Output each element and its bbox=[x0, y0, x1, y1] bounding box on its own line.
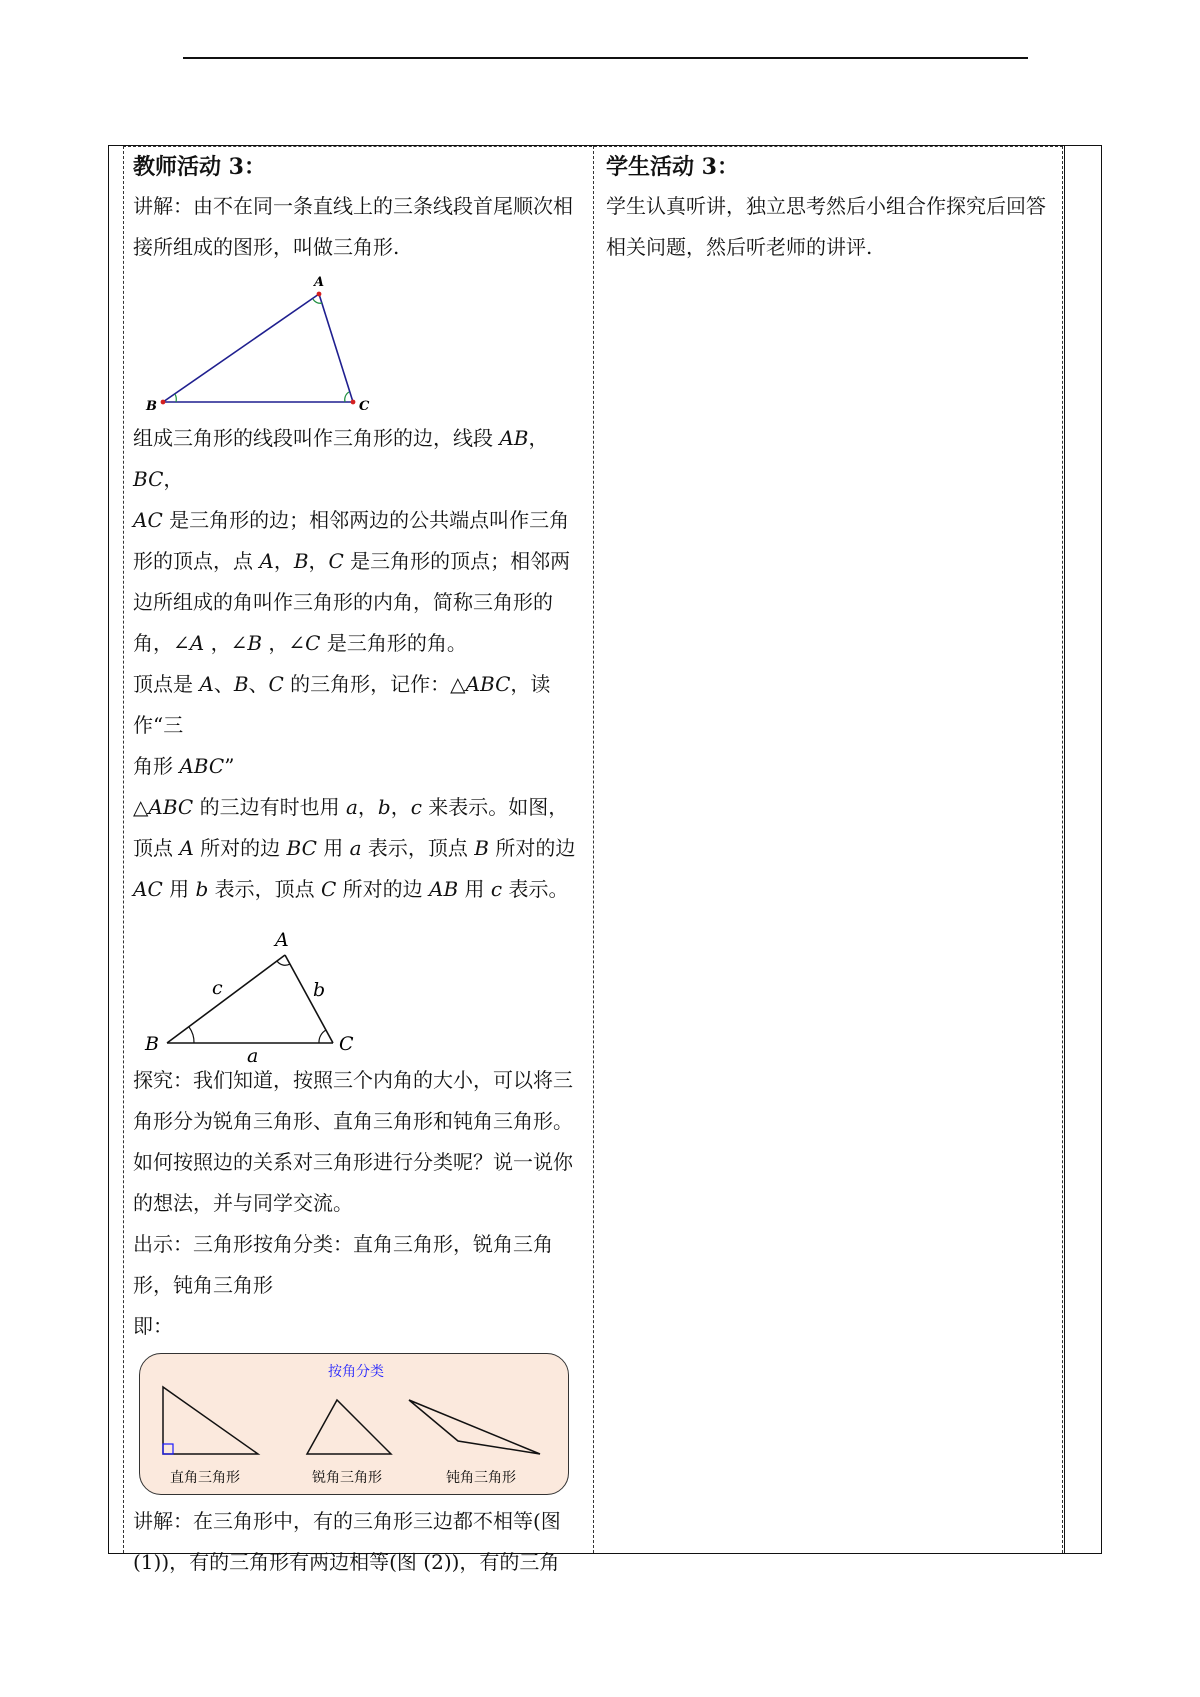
triangle-figure-1 bbox=[133, 270, 370, 418]
notation-paragraph: 顶点是 A、B、C 的三角形，记作：△ABC，读作“三 角形 ABC” bbox=[133, 672, 551, 778]
teacher-definition: 讲解：由不在同一条直线上的三条线段首尾顺次相接所组成的图形，叫做三角形. bbox=[133, 194, 573, 259]
vertex-label-a: A bbox=[275, 929, 289, 951]
column-divider bbox=[1064, 146, 1065, 1553]
classification-figure bbox=[140, 1354, 570, 1496]
student-column bbox=[606, 146, 1056, 268]
side-label-c: c bbox=[212, 977, 223, 999]
column-divider bbox=[1062, 146, 1063, 1553]
explore-paragraph: 探究：我们知道，按照三个内角的大小，可以将三角形分为锐角三角形、直角三角形和钝角三角形。如何按照边的关系对三角形进行分类呢？说一说你的想法，并与同学交流。 bbox=[133, 1068, 573, 1215]
sides-paragraph: 组成三角形的线段叫作三角形的边，线段 AB，BC， AC 是三角形的边；相邻两边的公共端点叫作三角 形的顶点，点 A，B，C 是三角形的顶点；相邻两 边所组成的角叫作三角形的内角，简称三角形的 角，∠A ，∠B ，∠C 是三角形的角。 bbox=[133, 426, 571, 655]
obtuse-triangle-label: 钝角三角形 bbox=[446, 1470, 516, 1486]
side-classification-paragraph: 讲解：在三角形中，有的三角形三边都不相等(图(1))，有的三角形有两边相等(图 (2))，有的三角 bbox=[133, 1509, 561, 1574]
that-is-label: 即： bbox=[133, 1314, 173, 1338]
angle-classification-box bbox=[139, 1353, 569, 1495]
acute-triangle-label: 锐角三角形 bbox=[312, 1470, 382, 1486]
side-label-b: b bbox=[313, 979, 326, 1001]
teacher-column bbox=[133, 146, 588, 1583]
teacher-heading: 教师活动 3： bbox=[133, 154, 266, 180]
student-activity-text: 学生认真听讲，独立思考然后小组合作探究后回答相关问题，然后听老师的讲评. bbox=[606, 194, 1046, 259]
lesson-table bbox=[108, 145, 1102, 1574]
right-triangle-label: 直角三角形 bbox=[170, 1470, 240, 1486]
vertex-label-b: B bbox=[145, 1033, 159, 1055]
vertex-label-b: B bbox=[146, 399, 157, 414]
show-paragraph: 出示：三角形按角分类：直角三角形，锐角三角形，钝角三角形 bbox=[133, 1232, 553, 1297]
side-label-a: a bbox=[247, 1045, 259, 1067]
side-letters-paragraph: △ABC 的三边有时也用 a，b，c 来表示。如图， 顶点 A 所对的边 BC 用 a 表示，顶点 B 所对的边 AC 用 b 表示，顶点 C 所对的边 AB 用 c 表示。 bbox=[133, 795, 576, 901]
header-rule bbox=[183, 57, 1028, 59]
classification-title: 按角分类 bbox=[328, 1364, 384, 1380]
vertex-label-c: C bbox=[339, 1033, 354, 1055]
vertex-label-c: C bbox=[359, 399, 370, 414]
column-divider bbox=[123, 146, 124, 1553]
triangle-figure-2 bbox=[133, 914, 373, 1067]
column-divider bbox=[593, 146, 594, 1553]
vertex-label-a: A bbox=[314, 275, 325, 290]
student-heading: 学生活动 3： bbox=[606, 154, 739, 180]
